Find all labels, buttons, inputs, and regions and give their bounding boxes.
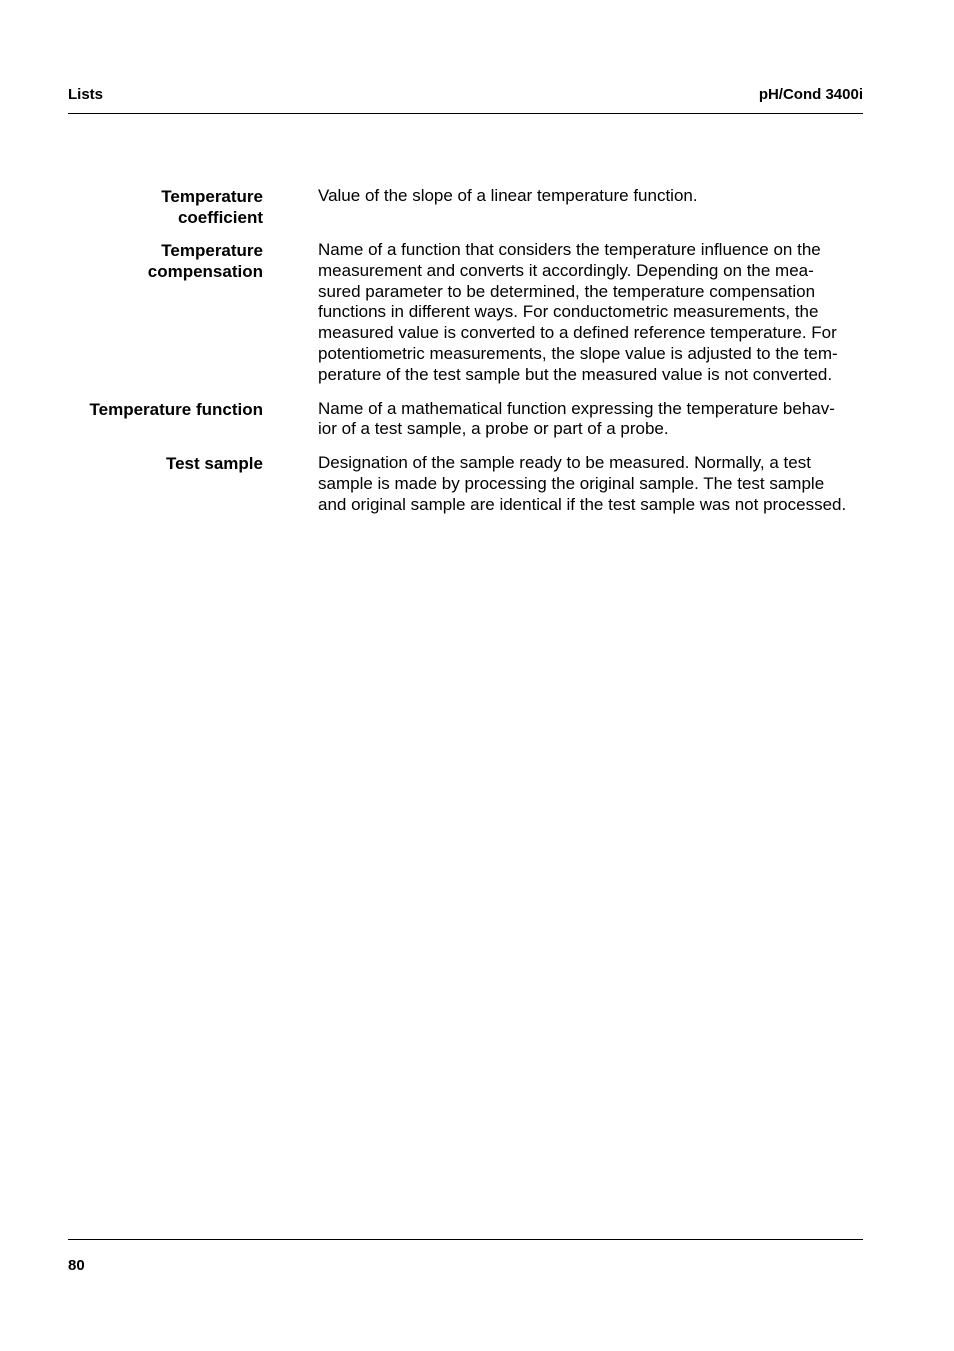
glossary-entry-temperature-compensation <box>68 240 863 386</box>
definition-line: measurement and converts it accordingly. Depending on the mea- <box>318 260 814 280</box>
glossary-definition <box>318 240 863 386</box>
definition-line: sample is made by processing the original sample. The test sample <box>318 473 825 493</box>
definition-line: Value of the slope of a linear temperature function. <box>318 186 698 205</box>
glossary-term: Test sample <box>165 454 263 474</box>
section-title: Lists <box>68 86 104 103</box>
definition-line: sured parameter to be determined, the temperature compensation <box>318 281 816 301</box>
glossary-definition <box>318 399 863 441</box>
page-header <box>68 86 863 114</box>
definition-line: perature of the test sample but the measured value is not converted. <box>318 364 833 384</box>
definition-line: Designation of the sample ready to be measured. Normally, a test <box>318 453 811 473</box>
glossary-term: Temperature function <box>89 399 263 419</box>
product-name: pH/Cond 3400i <box>758 86 863 103</box>
definition-line: measured value is converted to a defined reference temperature. For <box>318 323 837 343</box>
glossary-definition <box>318 453 863 515</box>
definition-line: Name of a function that considers the temperature influence on the <box>318 240 821 259</box>
definition-line: and original sample are identical if the test sample was not processed. <box>318 494 847 514</box>
glossary-term: Temperature coefficient <box>161 187 263 227</box>
glossary-entry-temperature-coefficient <box>68 186 863 228</box>
definition-line: Name of a mathematical function expressing the temperature behav- <box>318 398 835 418</box>
definition-line: functions in different ways. For conductometric measurements, the <box>318 302 819 322</box>
definition-line: potentiometric measurements, the slope value is adjusted to the tem- <box>318 343 838 363</box>
glossary-entry-temperature-function <box>68 399 863 441</box>
page-footer <box>68 1239 863 1274</box>
glossary-list <box>68 186 863 516</box>
glossary-term: Temperature compensation <box>147 241 263 281</box>
page-number: 80 <box>68 1257 85 1274</box>
glossary-entry-test-sample <box>68 453 863 515</box>
definition-line: ior of a test sample, a probe or part of a probe. <box>318 419 669 439</box>
glossary-definition <box>318 186 863 207</box>
